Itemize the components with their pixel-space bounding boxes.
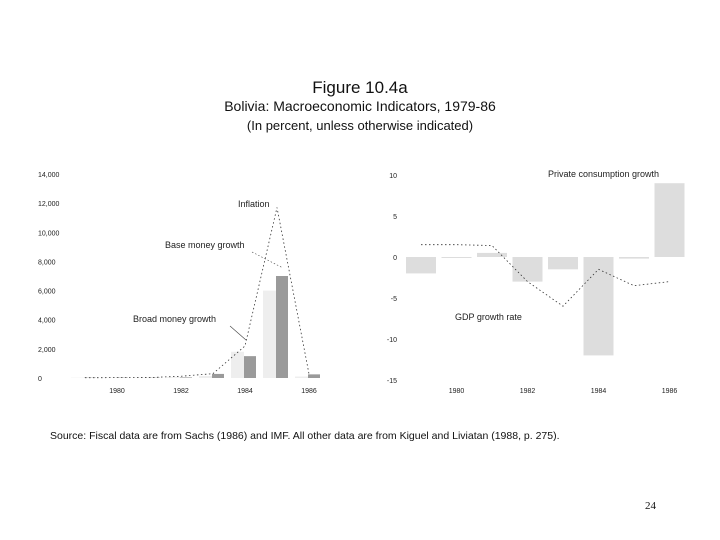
annotation-gdp: GDP growth rate [455,312,522,322]
left-bars [71,276,320,378]
right-gdp-line [421,245,670,307]
right-x-tick-label: 1986 [661,388,678,395]
page-number: 24 [645,500,656,512]
right-y-tick-label: 10 [389,173,397,180]
leader-broad-money [230,326,246,340]
right-bar-private-consumption [584,257,614,355]
left-bar-broad-money [180,377,192,378]
right-chart [387,169,685,395]
right-y-tick-label: 0 [393,255,397,262]
figure-title: Figure 10.4a [312,78,408,97]
annotation-inflation: Inflation [238,199,270,209]
left-y-tick-label: 10,000 [38,230,60,238]
right-x-tick-label: 1984 [590,388,607,395]
right-bar-private-consumption [619,257,649,259]
right-bar-private-consumption [548,257,578,269]
left-bar-base-money [231,352,244,378]
figure-unit-note: (In percent, unless otherwise indicated) [246,118,474,133]
left-y-tick-label: 12,000 [38,201,60,209]
left-bar-broad-money [244,356,256,378]
left-y-tick-label: 8,000 [38,259,56,267]
left-y-tick-label: 0 [38,376,42,383]
left-x-tick-label: 1980 [109,388,125,395]
right-bar-private-consumption [406,257,436,273]
left-bar-base-money [263,291,276,378]
left-y-tick-label: 2,000 [38,346,56,354]
left-bar-base-money [167,377,180,378]
figure-subtitle: Bolivia: Macroeconomic Indicators, 1979-86 [224,98,496,114]
source-note: Source: Fiscal data are from Sachs (1986) and IMF. All other data are from Kiguel and Liviatan (1988, p. 275). [50,430,560,442]
annotation-base-money: Base money growth [165,240,245,250]
left-bar-broad-money [212,374,224,378]
right-bar-private-consumption [442,257,472,258]
right-y-axis [387,173,397,385]
left-y-tick-label: 4,000 [38,317,56,325]
right-line-gdp [421,245,670,307]
left-y-tick-label: 14,000 [38,172,60,179]
leader-base-money [252,252,283,268]
left-bar-broad-money [308,374,320,378]
annotation-broad-money: Broad money growth [133,314,217,324]
left-x-tick-label: 1982 [173,388,189,395]
right-y-tick-label: 5 [393,214,397,221]
left-y-axis [38,172,60,383]
right-bar-private-consumption [477,253,507,257]
left-bar-broad-money [276,276,288,378]
right-bar-private-consumption [655,183,685,257]
right-y-tick-label: -10 [386,337,397,344]
right-x-tick-label: 1980 [448,388,465,395]
left-bar-base-money [295,377,308,378]
annotation-private-consumption: Private consumption growth [548,169,660,179]
right-bar-private-consumption [513,257,543,282]
left-x-tick-label: 1984 [237,388,253,395]
left-x-axis [109,388,317,395]
left-y-tick-label: 6,000 [38,288,56,296]
left-bar-base-money [199,376,212,378]
left-chart [38,172,320,395]
left-x-tick-label: 1986 [301,388,317,395]
right-y-tick-label: -15 [386,378,397,385]
right-y-tick-label: -5 [390,296,397,303]
right-x-tick-label: 1982 [519,388,536,395]
right-bars [406,183,685,355]
right-x-axis [449,388,678,395]
